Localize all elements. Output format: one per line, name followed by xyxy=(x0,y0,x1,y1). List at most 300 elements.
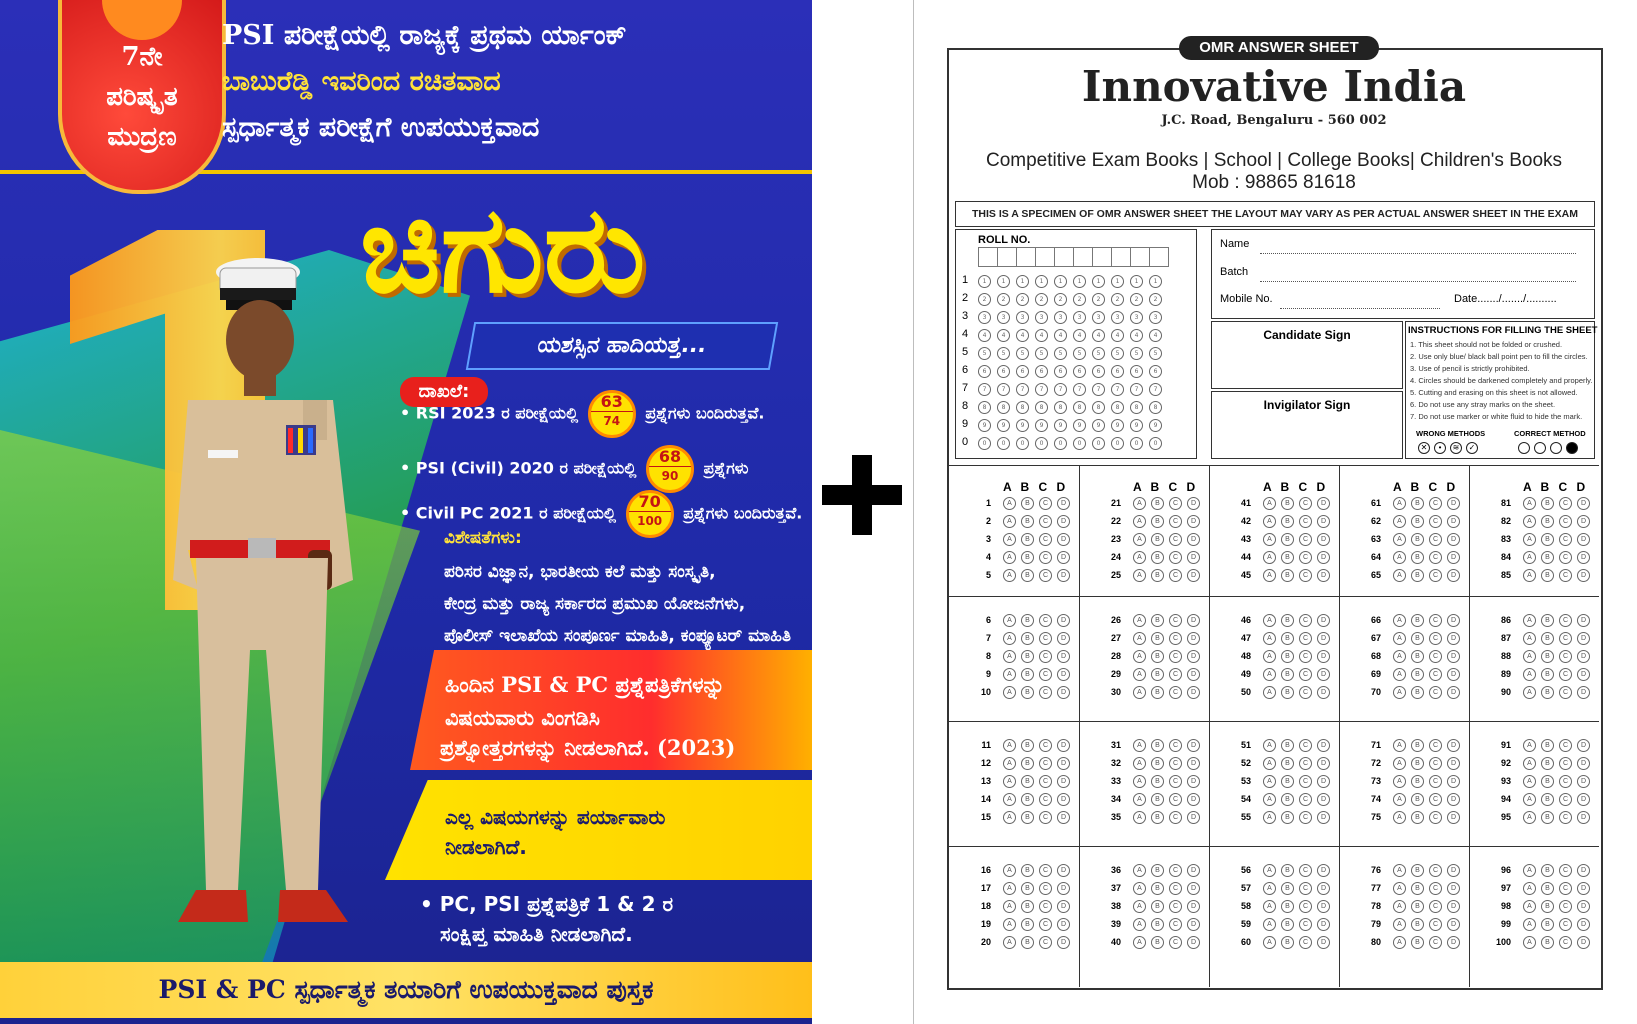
answer-bubble[interactable]: C xyxy=(1429,882,1442,895)
answer-bubble[interactable]: C xyxy=(1559,614,1572,627)
answer-bubble[interactable]: B xyxy=(1021,551,1034,564)
answer-bubble[interactable]: D xyxy=(1057,497,1070,510)
answer-bubble[interactable]: C xyxy=(1039,757,1052,770)
answer-bubble[interactable]: D xyxy=(1187,900,1200,913)
answer-bubble[interactable]: B xyxy=(1411,864,1424,877)
answer-bubble[interactable]: D xyxy=(1447,757,1460,770)
answer-bubble[interactable]: B xyxy=(1281,739,1294,752)
answer-bubble[interactable]: D xyxy=(1317,497,1330,510)
answer-bubble[interactable]: D xyxy=(1447,793,1460,806)
roll-bubble[interactable]: 4 xyxy=(1073,329,1086,342)
answer-bubble[interactable]: D xyxy=(1057,936,1070,949)
answer-bubble[interactable]: D xyxy=(1447,497,1460,510)
answer-bubble[interactable]: C xyxy=(1299,757,1312,770)
answer-bubble[interactable]: C xyxy=(1559,811,1572,824)
answer-bubble[interactable]: D xyxy=(1447,900,1460,913)
answer-bubble[interactable]: A xyxy=(1393,864,1406,877)
answer-bubble[interactable]: D xyxy=(1057,614,1070,627)
roll-bubble[interactable]: 0 xyxy=(1016,437,1029,450)
answer-bubble[interactable]: B xyxy=(1021,515,1034,528)
answer-bubble[interactable]: D xyxy=(1447,569,1460,582)
answer-bubble[interactable]: D xyxy=(1317,793,1330,806)
answer-bubble[interactable]: C xyxy=(1169,739,1182,752)
answer-bubble[interactable]: C xyxy=(1169,811,1182,824)
answer-bubble[interactable]: B xyxy=(1021,882,1034,895)
answer-bubble[interactable]: A xyxy=(1523,569,1536,582)
answer-bubble[interactable]: C xyxy=(1429,918,1442,931)
answer-bubble[interactable]: C xyxy=(1429,739,1442,752)
answer-bubble[interactable]: A xyxy=(1133,936,1146,949)
answer-bubble[interactable]: C xyxy=(1559,569,1572,582)
answer-bubble[interactable]: A xyxy=(1003,515,1016,528)
answer-bubble[interactable]: A xyxy=(1003,936,1016,949)
roll-bubble[interactable]: 7 xyxy=(1016,383,1029,396)
answer-bubble[interactable]: B xyxy=(1411,533,1424,546)
answer-bubble[interactable]: D xyxy=(1057,864,1070,877)
answer-bubble[interactable]: D xyxy=(1577,650,1590,663)
answer-bubble[interactable]: D xyxy=(1187,515,1200,528)
answer-bubble[interactable]: A xyxy=(1003,757,1016,770)
answer-bubble[interactable]: C xyxy=(1429,900,1442,913)
answer-bubble[interactable]: C xyxy=(1299,882,1312,895)
answer-bubble[interactable]: B xyxy=(1541,918,1554,931)
roll-bubble[interactable]: 4 xyxy=(1111,329,1124,342)
answer-bubble[interactable]: D xyxy=(1317,569,1330,582)
answer-bubble[interactable]: B xyxy=(1541,497,1554,510)
answer-bubble[interactable]: A xyxy=(1133,614,1146,627)
answer-bubble[interactable]: D xyxy=(1187,811,1200,824)
answer-bubble[interactable]: C xyxy=(1559,515,1572,528)
answer-bubble[interactable]: C xyxy=(1299,775,1312,788)
answer-bubble[interactable]: A xyxy=(1263,739,1276,752)
answer-bubble[interactable]: D xyxy=(1317,668,1330,681)
answer-bubble[interactable]: C xyxy=(1169,551,1182,564)
roll-bubble[interactable]: 6 xyxy=(1035,365,1048,378)
answer-bubble[interactable]: C xyxy=(1169,900,1182,913)
roll-bubble[interactable]: 3 xyxy=(1111,311,1124,324)
answer-bubble[interactable]: B xyxy=(1411,668,1424,681)
answer-bubble[interactable]: C xyxy=(1559,551,1572,564)
invigilator-sign-box[interactable] xyxy=(1211,391,1403,459)
answer-bubble[interactable]: C xyxy=(1429,614,1442,627)
answer-bubble[interactable]: D xyxy=(1447,632,1460,645)
answer-bubble[interactable]: A xyxy=(1133,668,1146,681)
answer-bubble[interactable]: D xyxy=(1187,936,1200,949)
roll-bubble[interactable]: 9 xyxy=(1073,419,1086,432)
answer-bubble[interactable]: D xyxy=(1577,900,1590,913)
answer-bubble[interactable]: B xyxy=(1021,650,1034,663)
answer-bubble[interactable]: C xyxy=(1039,632,1052,645)
answer-bubble[interactable]: B xyxy=(1281,918,1294,931)
answer-bubble[interactable]: B xyxy=(1281,569,1294,582)
answer-bubble[interactable]: B xyxy=(1021,757,1034,770)
roll-bubble[interactable]: 1 xyxy=(1111,275,1124,288)
answer-bubble[interactable]: D xyxy=(1057,551,1070,564)
answer-bubble[interactable]: C xyxy=(1559,936,1572,949)
answer-bubble[interactable]: D xyxy=(1187,864,1200,877)
roll-bubble[interactable]: 5 xyxy=(1111,347,1124,360)
answer-bubble[interactable]: B xyxy=(1411,811,1424,824)
answer-bubble[interactable]: C xyxy=(1169,757,1182,770)
answer-bubble[interactable]: D xyxy=(1317,864,1330,877)
answer-bubble[interactable]: A xyxy=(1133,497,1146,510)
roll-bubble[interactable]: 0 xyxy=(1054,437,1067,450)
answer-bubble[interactable]: A xyxy=(1263,936,1276,949)
answer-bubble[interactable]: B xyxy=(1541,551,1554,564)
answer-bubble[interactable]: D xyxy=(1317,515,1330,528)
roll-bubble[interactable]: 3 xyxy=(978,311,991,324)
answer-bubble[interactable]: A xyxy=(1133,882,1146,895)
roll-bubble[interactable]: 5 xyxy=(997,347,1010,360)
answer-bubble[interactable]: B xyxy=(1151,811,1164,824)
answer-bubble[interactable]: A xyxy=(1263,668,1276,681)
answer-bubble[interactable]: B xyxy=(1541,632,1554,645)
answer-bubble[interactable]: D xyxy=(1577,882,1590,895)
roll-bubble[interactable]: 9 xyxy=(1149,419,1162,432)
answer-bubble[interactable]: C xyxy=(1169,497,1182,510)
answer-bubble[interactable]: D xyxy=(1447,614,1460,627)
answer-bubble[interactable]: C xyxy=(1039,650,1052,663)
roll-bubble[interactable]: 9 xyxy=(1054,419,1067,432)
answer-bubble[interactable]: C xyxy=(1169,775,1182,788)
answer-bubble[interactable]: A xyxy=(1393,614,1406,627)
answer-bubble[interactable]: A xyxy=(1393,811,1406,824)
answer-bubble[interactable]: C xyxy=(1559,882,1572,895)
roll-bubble[interactable]: 4 xyxy=(1092,329,1105,342)
answer-bubble[interactable]: A xyxy=(1133,739,1146,752)
answer-bubble[interactable]: B xyxy=(1541,864,1554,877)
answer-bubble[interactable]: B xyxy=(1541,811,1554,824)
answer-bubble[interactable]: D xyxy=(1577,569,1590,582)
answer-bubble[interactable]: C xyxy=(1559,793,1572,806)
answer-bubble[interactable]: A xyxy=(1523,739,1536,752)
answer-bubble[interactable]: C xyxy=(1299,650,1312,663)
answer-bubble[interactable]: C xyxy=(1039,515,1052,528)
roll-bubble[interactable]: 6 xyxy=(1054,365,1067,378)
answer-bubble[interactable]: D xyxy=(1317,650,1330,663)
answer-bubble[interactable]: B xyxy=(1541,793,1554,806)
answer-bubble[interactable]: C xyxy=(1559,918,1572,931)
answer-bubble[interactable]: A xyxy=(1263,757,1276,770)
answer-bubble[interactable]: C xyxy=(1299,739,1312,752)
answer-bubble[interactable]: D xyxy=(1317,533,1330,546)
answer-bubble[interactable]: B xyxy=(1021,668,1034,681)
answer-bubble[interactable]: B xyxy=(1281,936,1294,949)
answer-bubble[interactable]: B xyxy=(1021,569,1034,582)
answer-bubble[interactable]: B xyxy=(1541,686,1554,699)
answer-bubble[interactable]: A xyxy=(1003,900,1016,913)
answer-bubble[interactable]: D xyxy=(1317,614,1330,627)
answer-bubble[interactable]: A xyxy=(1263,551,1276,564)
roll-bubble[interactable]: 1 xyxy=(1054,275,1067,288)
roll-bubble[interactable]: 2 xyxy=(1092,293,1105,306)
answer-bubble[interactable]: B xyxy=(1021,900,1034,913)
answer-bubble[interactable]: D xyxy=(1057,739,1070,752)
answer-bubble[interactable]: A xyxy=(1393,757,1406,770)
answer-bubble[interactable]: B xyxy=(1411,793,1424,806)
answer-bubble[interactable]: B xyxy=(1281,686,1294,699)
roll-number-cell[interactable] xyxy=(1130,247,1150,267)
roll-bubble[interactable]: 0 xyxy=(1149,437,1162,450)
answer-bubble[interactable]: B xyxy=(1021,739,1034,752)
answer-bubble[interactable]: B xyxy=(1281,515,1294,528)
roll-bubble[interactable]: 9 xyxy=(997,419,1010,432)
roll-bubble[interactable]: 3 xyxy=(1016,311,1029,324)
answer-bubble[interactable]: D xyxy=(1577,614,1590,627)
answer-bubble[interactable]: B xyxy=(1411,882,1424,895)
roll-number-cell[interactable] xyxy=(978,247,998,267)
answer-bubble[interactable]: A xyxy=(1263,900,1276,913)
roll-bubble[interactable]: 8 xyxy=(1111,401,1124,414)
answer-bubble[interactable]: A xyxy=(1523,497,1536,510)
answer-bubble[interactable]: B xyxy=(1411,775,1424,788)
answer-bubble[interactable]: B xyxy=(1411,757,1424,770)
answer-bubble[interactable]: B xyxy=(1021,614,1034,627)
answer-bubble[interactable]: A xyxy=(1393,882,1406,895)
answer-bubble[interactable]: C xyxy=(1169,650,1182,663)
answer-bubble[interactable]: B xyxy=(1151,864,1164,877)
answer-bubble[interactable]: D xyxy=(1577,632,1590,645)
answer-bubble[interactable]: D xyxy=(1187,793,1200,806)
answer-bubble[interactable]: B xyxy=(1281,614,1294,627)
answer-bubble[interactable]: C xyxy=(1039,936,1052,949)
answer-bubble[interactable]: B xyxy=(1411,650,1424,663)
answer-bubble[interactable]: C xyxy=(1429,515,1442,528)
answer-bubble[interactable]: C xyxy=(1559,864,1572,877)
answer-bubble[interactable]: C xyxy=(1169,632,1182,645)
answer-bubble[interactable]: B xyxy=(1541,614,1554,627)
answer-bubble[interactable]: B xyxy=(1151,551,1164,564)
roll-bubble[interactable]: 5 xyxy=(1092,347,1105,360)
answer-bubble[interactable]: D xyxy=(1057,632,1070,645)
answer-bubble[interactable]: B xyxy=(1151,757,1164,770)
answer-bubble[interactable]: A xyxy=(1133,686,1146,699)
answer-bubble[interactable]: A xyxy=(1133,551,1146,564)
roll-bubble[interactable]: 9 xyxy=(1016,419,1029,432)
answer-bubble[interactable]: A xyxy=(1393,793,1406,806)
answer-bubble[interactable]: B xyxy=(1541,775,1554,788)
answer-bubble[interactable]: A xyxy=(1003,497,1016,510)
roll-bubble[interactable]: 3 xyxy=(1092,311,1105,324)
roll-bubble[interactable]: 7 xyxy=(1111,383,1124,396)
answer-bubble[interactable]: B xyxy=(1411,686,1424,699)
answer-bubble[interactable]: C xyxy=(1429,757,1442,770)
answer-bubble[interactable]: C xyxy=(1039,614,1052,627)
answer-bubble[interactable]: D xyxy=(1317,900,1330,913)
answer-bubble[interactable]: A xyxy=(1523,757,1536,770)
roll-bubble[interactable]: 4 xyxy=(1016,329,1029,342)
answer-bubble[interactable]: C xyxy=(1299,533,1312,546)
answer-bubble[interactable]: D xyxy=(1057,793,1070,806)
roll-bubble[interactable]: 8 xyxy=(1149,401,1162,414)
answer-bubble[interactable]: A xyxy=(1263,793,1276,806)
answer-bubble[interactable]: C xyxy=(1039,497,1052,510)
answer-bubble[interactable]: D xyxy=(1187,533,1200,546)
answer-bubble[interactable]: A xyxy=(1263,882,1276,895)
roll-bubble[interactable]: 9 xyxy=(978,419,991,432)
answer-bubble[interactable]: A xyxy=(1523,936,1536,949)
answer-bubble[interactable]: A xyxy=(1393,551,1406,564)
roll-bubble[interactable]: 3 xyxy=(1054,311,1067,324)
answer-bubble[interactable]: C xyxy=(1559,686,1572,699)
roll-bubble[interactable]: 1 xyxy=(1130,275,1143,288)
answer-bubble[interactable]: C xyxy=(1299,900,1312,913)
answer-bubble[interactable]: A xyxy=(1263,650,1276,663)
roll-bubble[interactable]: 3 xyxy=(997,311,1010,324)
answer-bubble[interactable]: B xyxy=(1021,533,1034,546)
answer-bubble[interactable]: C xyxy=(1559,650,1572,663)
answer-bubble[interactable]: B xyxy=(1021,864,1034,877)
answer-bubble[interactable]: C xyxy=(1429,668,1442,681)
answer-bubble[interactable]: C xyxy=(1559,632,1572,645)
roll-bubble[interactable]: 8 xyxy=(1054,401,1067,414)
answer-bubble[interactable]: D xyxy=(1317,686,1330,699)
answer-bubble[interactable]: B xyxy=(1411,515,1424,528)
answer-bubble[interactable]: C xyxy=(1299,686,1312,699)
answer-bubble[interactable]: C xyxy=(1559,497,1572,510)
answer-bubble[interactable]: A xyxy=(1133,918,1146,931)
answer-bubble[interactable]: B xyxy=(1151,515,1164,528)
roll-bubble[interactable]: 7 xyxy=(1035,383,1048,396)
roll-bubble[interactable]: 7 xyxy=(978,383,991,396)
answer-bubble[interactable]: A xyxy=(1003,811,1016,824)
roll-bubble[interactable]: 6 xyxy=(997,365,1010,378)
answer-bubble[interactable]: A xyxy=(1263,533,1276,546)
roll-bubble[interactable]: 6 xyxy=(1016,365,1029,378)
roll-bubble[interactable]: 3 xyxy=(1149,311,1162,324)
answer-bubble[interactable]: C xyxy=(1039,739,1052,752)
answer-bubble[interactable]: A xyxy=(1133,864,1146,877)
answer-bubble[interactable]: C xyxy=(1299,497,1312,510)
answer-bubble[interactable]: B xyxy=(1411,497,1424,510)
answer-bubble[interactable]: D xyxy=(1447,864,1460,877)
answer-bubble[interactable]: A xyxy=(1133,569,1146,582)
roll-bubble[interactable]: 4 xyxy=(1130,329,1143,342)
roll-bubble[interactable]: 5 xyxy=(1054,347,1067,360)
answer-bubble[interactable]: A xyxy=(1393,900,1406,913)
roll-bubble[interactable]: 0 xyxy=(997,437,1010,450)
answer-bubble[interactable]: C xyxy=(1559,533,1572,546)
answer-bubble[interactable]: C xyxy=(1429,533,1442,546)
answer-bubble[interactable]: B xyxy=(1021,497,1034,510)
roll-bubble[interactable]: 1 xyxy=(1035,275,1048,288)
answer-bubble[interactable]: C xyxy=(1169,668,1182,681)
answer-bubble[interactable]: C xyxy=(1039,533,1052,546)
roll-bubble[interactable]: 3 xyxy=(1073,311,1086,324)
answer-bubble[interactable]: C xyxy=(1429,650,1442,663)
answer-bubble[interactable]: D xyxy=(1577,918,1590,931)
answer-bubble[interactable]: A xyxy=(1523,864,1536,877)
answer-bubble[interactable]: B xyxy=(1541,900,1554,913)
answer-bubble[interactable]: B xyxy=(1541,515,1554,528)
roll-bubble[interactable]: 2 xyxy=(997,293,1010,306)
answer-bubble[interactable]: D xyxy=(1317,551,1330,564)
roll-bubble[interactable]: 2 xyxy=(978,293,991,306)
answer-bubble[interactable]: B xyxy=(1411,936,1424,949)
answer-bubble[interactable]: A xyxy=(1003,668,1016,681)
answer-bubble[interactable]: B xyxy=(1541,757,1554,770)
answer-bubble[interactable]: D xyxy=(1187,739,1200,752)
answer-bubble[interactable]: D xyxy=(1187,650,1200,663)
answer-bubble[interactable]: C xyxy=(1429,686,1442,699)
answer-bubble[interactable]: D xyxy=(1317,882,1330,895)
answer-bubble[interactable]: C xyxy=(1559,739,1572,752)
answer-bubble[interactable]: B xyxy=(1541,650,1554,663)
answer-bubble[interactable]: A xyxy=(1393,650,1406,663)
answer-bubble[interactable]: B xyxy=(1151,936,1164,949)
answer-bubble[interactable]: C xyxy=(1429,569,1442,582)
answer-bubble[interactable]: A xyxy=(1263,515,1276,528)
roll-bubble[interactable]: 7 xyxy=(1092,383,1105,396)
roll-bubble[interactable]: 6 xyxy=(1130,365,1143,378)
answer-bubble[interactable]: C xyxy=(1299,551,1312,564)
answer-bubble[interactable]: B xyxy=(1281,757,1294,770)
answer-bubble[interactable]: D xyxy=(1577,793,1590,806)
answer-bubble[interactable]: C xyxy=(1559,668,1572,681)
answer-bubble[interactable]: B xyxy=(1151,900,1164,913)
answer-bubble[interactable]: D xyxy=(1187,668,1200,681)
answer-bubble[interactable]: B xyxy=(1281,551,1294,564)
answer-bubble[interactable]: D xyxy=(1447,533,1460,546)
answer-bubble[interactable]: D xyxy=(1577,811,1590,824)
answer-bubble[interactable]: C xyxy=(1299,811,1312,824)
answer-bubble[interactable]: B xyxy=(1541,936,1554,949)
roll-bubble[interactable]: 2 xyxy=(1111,293,1124,306)
answer-bubble[interactable]: A xyxy=(1133,632,1146,645)
roll-bubble[interactable]: 0 xyxy=(1111,437,1124,450)
answer-bubble[interactable]: B xyxy=(1541,668,1554,681)
answer-bubble[interactable]: A xyxy=(1003,775,1016,788)
roll-bubble[interactable]: 1 xyxy=(1149,275,1162,288)
answer-bubble[interactable]: B xyxy=(1281,668,1294,681)
answer-bubble[interactable]: A xyxy=(1523,533,1536,546)
roll-bubble[interactable]: 0 xyxy=(978,437,991,450)
answer-bubble[interactable]: B xyxy=(1411,918,1424,931)
roll-number-cell[interactable] xyxy=(1073,247,1093,267)
answer-bubble[interactable]: A xyxy=(1003,533,1016,546)
answer-bubble[interactable]: B xyxy=(1151,686,1164,699)
answer-bubble[interactable]: D xyxy=(1187,918,1200,931)
answer-bubble[interactable]: C xyxy=(1169,936,1182,949)
answer-bubble[interactable]: C xyxy=(1559,757,1572,770)
answer-bubble[interactable]: C xyxy=(1299,864,1312,877)
answer-bubble[interactable]: B xyxy=(1541,569,1554,582)
roll-bubble[interactable]: 8 xyxy=(1016,401,1029,414)
roll-bubble[interactable]: 0 xyxy=(1035,437,1048,450)
answer-bubble[interactable]: D xyxy=(1317,739,1330,752)
answer-bubble[interactable]: C xyxy=(1559,900,1572,913)
answer-bubble[interactable]: A xyxy=(1523,793,1536,806)
mobile-field[interactable] xyxy=(1280,295,1440,309)
answer-bubble[interactable]: C xyxy=(1039,686,1052,699)
roll-bubble[interactable]: 9 xyxy=(1092,419,1105,432)
answer-bubble[interactable]: D xyxy=(1057,757,1070,770)
answer-bubble[interactable]: D xyxy=(1577,686,1590,699)
roll-bubble[interactable]: 6 xyxy=(1092,365,1105,378)
answer-bubble[interactable]: D xyxy=(1447,882,1460,895)
answer-bubble[interactable]: A xyxy=(1133,793,1146,806)
roll-bubble[interactable]: 4 xyxy=(1035,329,1048,342)
roll-number-cell[interactable] xyxy=(1035,247,1055,267)
roll-bubble[interactable]: 4 xyxy=(1149,329,1162,342)
answer-bubble[interactable]: D xyxy=(1317,811,1330,824)
roll-bubble[interactable]: 3 xyxy=(1130,311,1143,324)
answer-bubble[interactable]: B xyxy=(1021,918,1034,931)
roll-bubble[interactable]: 8 xyxy=(1035,401,1048,414)
answer-bubble[interactable]: B xyxy=(1411,551,1424,564)
answer-bubble[interactable]: D xyxy=(1447,668,1460,681)
answer-bubble[interactable]: C xyxy=(1169,614,1182,627)
